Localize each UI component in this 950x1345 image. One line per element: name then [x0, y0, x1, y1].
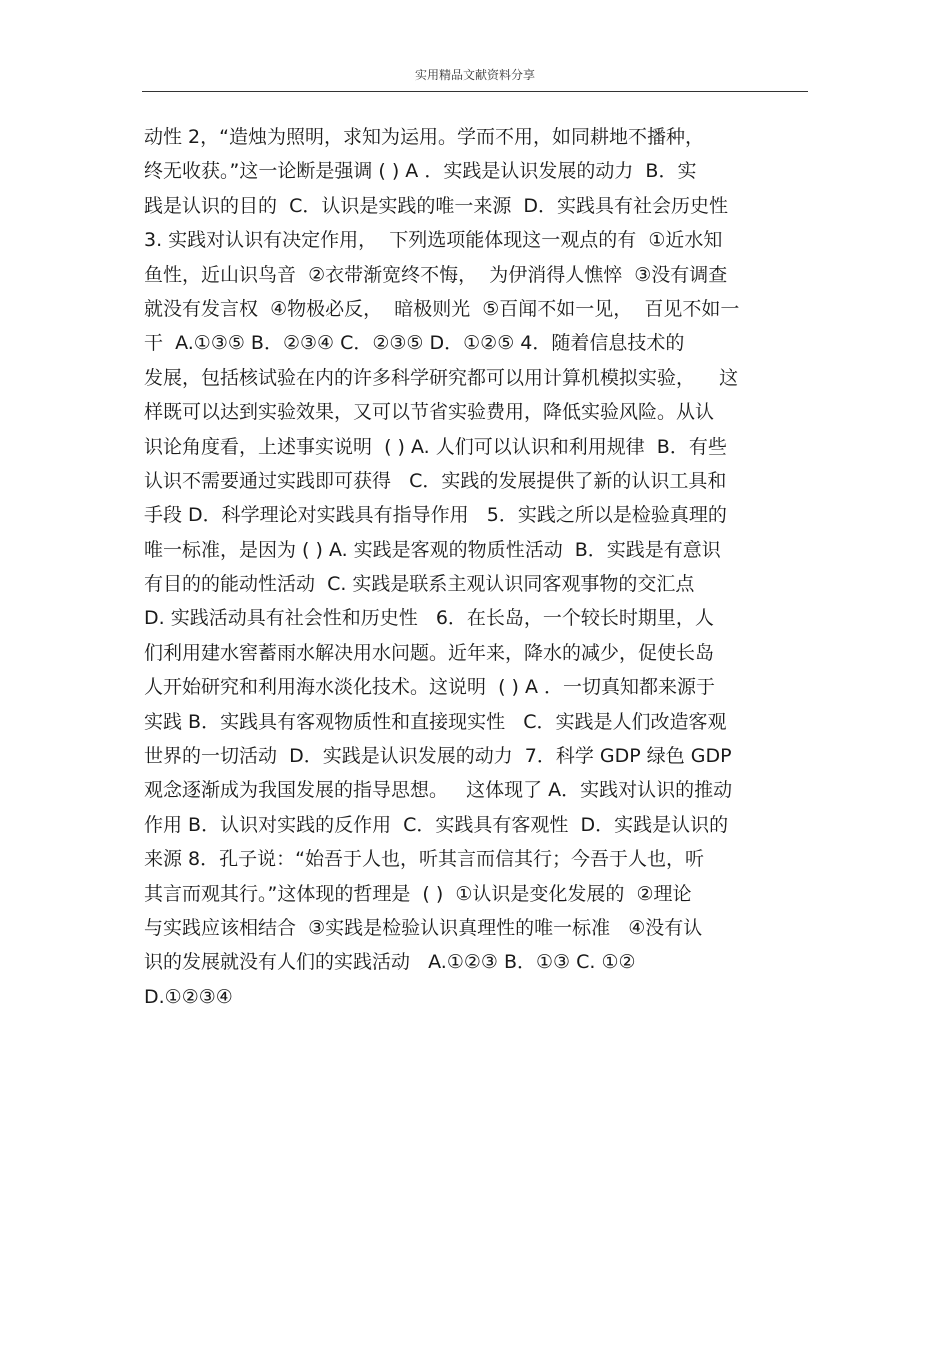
page-header: 实用精品文献资料分享: [414, 68, 535, 82]
text-line: 发展，包括核试验在内的许多科学研究都可以用计算机模拟实验， 这: [144, 366, 739, 389]
text-line: 就没有发言权 ④物极必反， 暗极则光 ⑤百闻不如一见， 百见不如一: [144, 297, 740, 320]
text-line: 来源 8．孔子说：“始吾于人也，听其言而信其行；今吾于人也，听: [144, 848, 704, 871]
header-divider: [142, 91, 808, 92]
document-body: [144, 120, 824, 1014]
text-line: 作用 B．认识对实践的反作用 C．实践具有客观性 D．实践是认识的: [144, 813, 729, 836]
text-line: 其言而观其行。”这体现的哲理是 ( ) ①认识是变化发展的 ②理论: [144, 882, 692, 905]
text-line: 终无收获。”这一论断是强调 ( ) A ．实践是认识发展的动力 B．实: [144, 160, 697, 183]
text-line: 们利用建水窖蓄雨水解决用水问题。近年来，降水的减少，促使长岛: [144, 641, 715, 664]
text-line: 样既可以达到实验效果，又可以节省实验费用，降低实验风险。从认: [144, 401, 715, 424]
text-line: 手段 D．科学理论对实践具有指导作用 5．实践之所以是检验真理的: [144, 504, 727, 527]
text-line: 动性 2，“造烛为照明，求知为运用。学而不用，如同耕地不播种，: [144, 126, 704, 148]
text-line: 与实践应该相结合 ③实践是检验认识真理性的唯一标准 ④没有认: [144, 916, 703, 939]
text-line: D.①②③④: [144, 985, 233, 1008]
text-line: 干 A.①③⑤ B．②③④ C．②③⑤ D．①②⑤ 4．随着信息技术的: [144, 332, 685, 355]
text-line: 3. 实践对认识有决定作用， 下列选项能体现这一观点的有 ①近水知: [144, 229, 723, 252]
text-line: 唯一标准，是因为 ( ) A. 实践是客观的物质性活动 B．实践是有意识: [144, 538, 721, 561]
text-line: 认识不需要通过实践即可获得 C．实践的发展提供了新的认识工具和: [144, 469, 727, 492]
text-line: 践是认识的目的 C．认识是实践的唯一来源 D．实践具有社会历史性: [144, 194, 729, 217]
text-line: 观念逐渐成为我国发展的指导思想。 这体现了 A．实践对认识的推动: [144, 779, 733, 802]
text-line: D. 实践活动具有社会性和历史性 6．在长岛，一个较长时期里，人: [144, 607, 714, 630]
text-line: 识论角度看，上述事实说明 ( ) A. 人们可以认识和利用规律 B．有些: [144, 435, 727, 458]
text-line: 识的发展就没有人们的实践活动 A.①②③ B．①③ C. ①②: [144, 951, 636, 974]
text-line: 世界的一切活动 D．实践是认识发展的动力 7．科学 GDP 绿色 GDP: [144, 745, 732, 768]
text-line: 人开始研究和利用海水淡化技术。这说明 ( ) A ．一切真知都来源于: [144, 676, 716, 699]
text-line: 有目的的能动性活动 C. 实践是联系主观认识同客观事物的交汇点: [144, 573, 695, 596]
text-line: 实践 B．实践具有客观物质性和直接现实性 C．实践是人们改造客观: [144, 710, 727, 733]
text-line: 鱼性，近山识鸟音 ②衣带渐宽终不悔， 为伊消得人憔悴 ③没有调查: [144, 263, 728, 286]
